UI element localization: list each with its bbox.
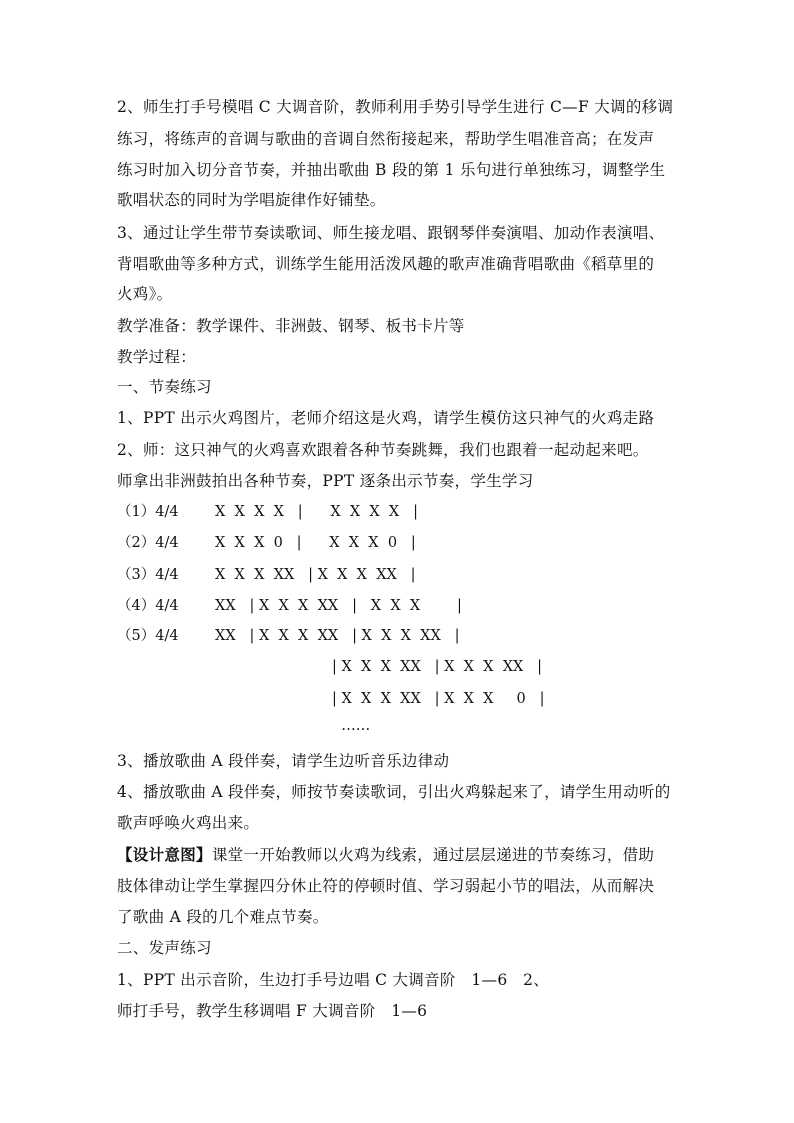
paragraph-2-line-1: 2、师生打手号模唱 C 大调音阶，教师利用手势引导学生进行 C—F 大调的移调 — [117, 98, 674, 116]
design-intent-text: 课堂一开始教师以火鸡为线索，通过层层递进的节奏练习，借助 — [211, 846, 655, 864]
step-4-line-1: 4、播放歌曲 A 段伴奏，师按节奏读歌词，引出火鸡躲起来了，请学生用动听的 — [117, 783, 671, 801]
paragraph-2-line-2: 练习，将练声的音调与歌曲的音调自然衔接起来，帮助学生唱准音高；在发声 — [117, 130, 655, 148]
step-3: 3、播放歌曲 A 段伴奏，请学生边听音乐边律动 — [117, 752, 450, 770]
rhythm-3-label: （3）4/4 — [117, 567, 179, 583]
section-1-heading: 一、节奏练习 — [117, 378, 212, 396]
rhythm-ellipsis: …… — [332, 718, 371, 734]
design-intent-line-1 — [117, 845, 654, 865]
design-intent-line-2: 肢体律动让学生掌握四分休止符的停顿时值、学习弱起小节的唱法，从而解决 — [117, 877, 655, 895]
section-2-heading: 二、发声练习 — [117, 939, 212, 957]
paragraph-3-line-2: 背唱歌曲等多种方式，训练学生能用活泼风趣的歌声准确背唱歌曲《稻草里的 — [117, 255, 655, 273]
teaching-process-heading: 教学过程： — [117, 348, 197, 366]
vocal-step-2: 师打手号，教学生移调唱 F 大调音阶 1—6 — [117, 1002, 428, 1020]
teaching-prep: 教学准备：教学课件、非洲鼓、钢琴、板书卡片等 — [117, 317, 465, 335]
rhythm-5-label: （5）4/4 — [117, 628, 179, 644]
paragraph-2-line-4: 歌唱状态的同时为学唱旋律作好铺垫。 — [117, 191, 386, 209]
rhythm-4-notes: XX | X X X XX | X X X | — [215, 598, 462, 614]
rhythm-2-notes: X X X 0 | X X X 0 | — [215, 535, 416, 551]
rhythm-5-notes: XX | X X X XX | X X X XX | — [215, 628, 460, 644]
design-intent-line-3: 了歌曲 A 段的几个难点节奏。 — [117, 908, 329, 926]
paragraph-3-line-1: 3、通过让学生带节奏读歌词、师生接龙唱、跟钢琴伴奏演唱、加动作表演唱、 — [117, 224, 665, 242]
design-intent-label: 【设计意图】 — [117, 845, 212, 864]
rhythm-2-label: （2）4/4 — [117, 535, 179, 551]
rhythm-4-label: （4）4/4 — [117, 598, 179, 614]
rhythm-3-notes: X X X XX | X X X XX | — [215, 567, 416, 583]
rhythm-1-notes: X X X X | X X X X | — [215, 504, 418, 520]
paragraph-2-line-3: 练习时加入切分音节奏，并抽出歌曲 B 段的第 1 乐句进行单独练习，调整学生 — [117, 161, 666, 179]
step-1: 1、PPT 出示火鸡图片，老师介绍这是火鸡，请学生模仿这只神气的火鸡走路 — [117, 409, 655, 427]
paragraph-3-line-3: 火鸡》。 — [117, 285, 173, 303]
step-2-continued: 师拿出非洲鼓拍出各种节奏，PPT 逐条出示节奏，学生学习 — [117, 472, 534, 490]
vocal-step-1: 1、PPT 出示音阶，生边打手号边唱 C 大调音阶 1—6 2、 — [117, 971, 550, 989]
step-2: 2、师：这只神气的火鸡喜欢跟着各种节奏跳舞，我们也跟着一起动起来吧。 — [117, 441, 649, 459]
step-4-line-2: 歌声呼唤火鸡出来。 — [117, 814, 260, 832]
rhythm-5-continuation-1: | X X X XX | X X X XX | — [332, 659, 543, 675]
rhythm-5-continuation-2: | X X X XX | X X X 0 | — [332, 691, 545, 707]
rhythm-1-label: （1）4/4 — [117, 504, 179, 520]
